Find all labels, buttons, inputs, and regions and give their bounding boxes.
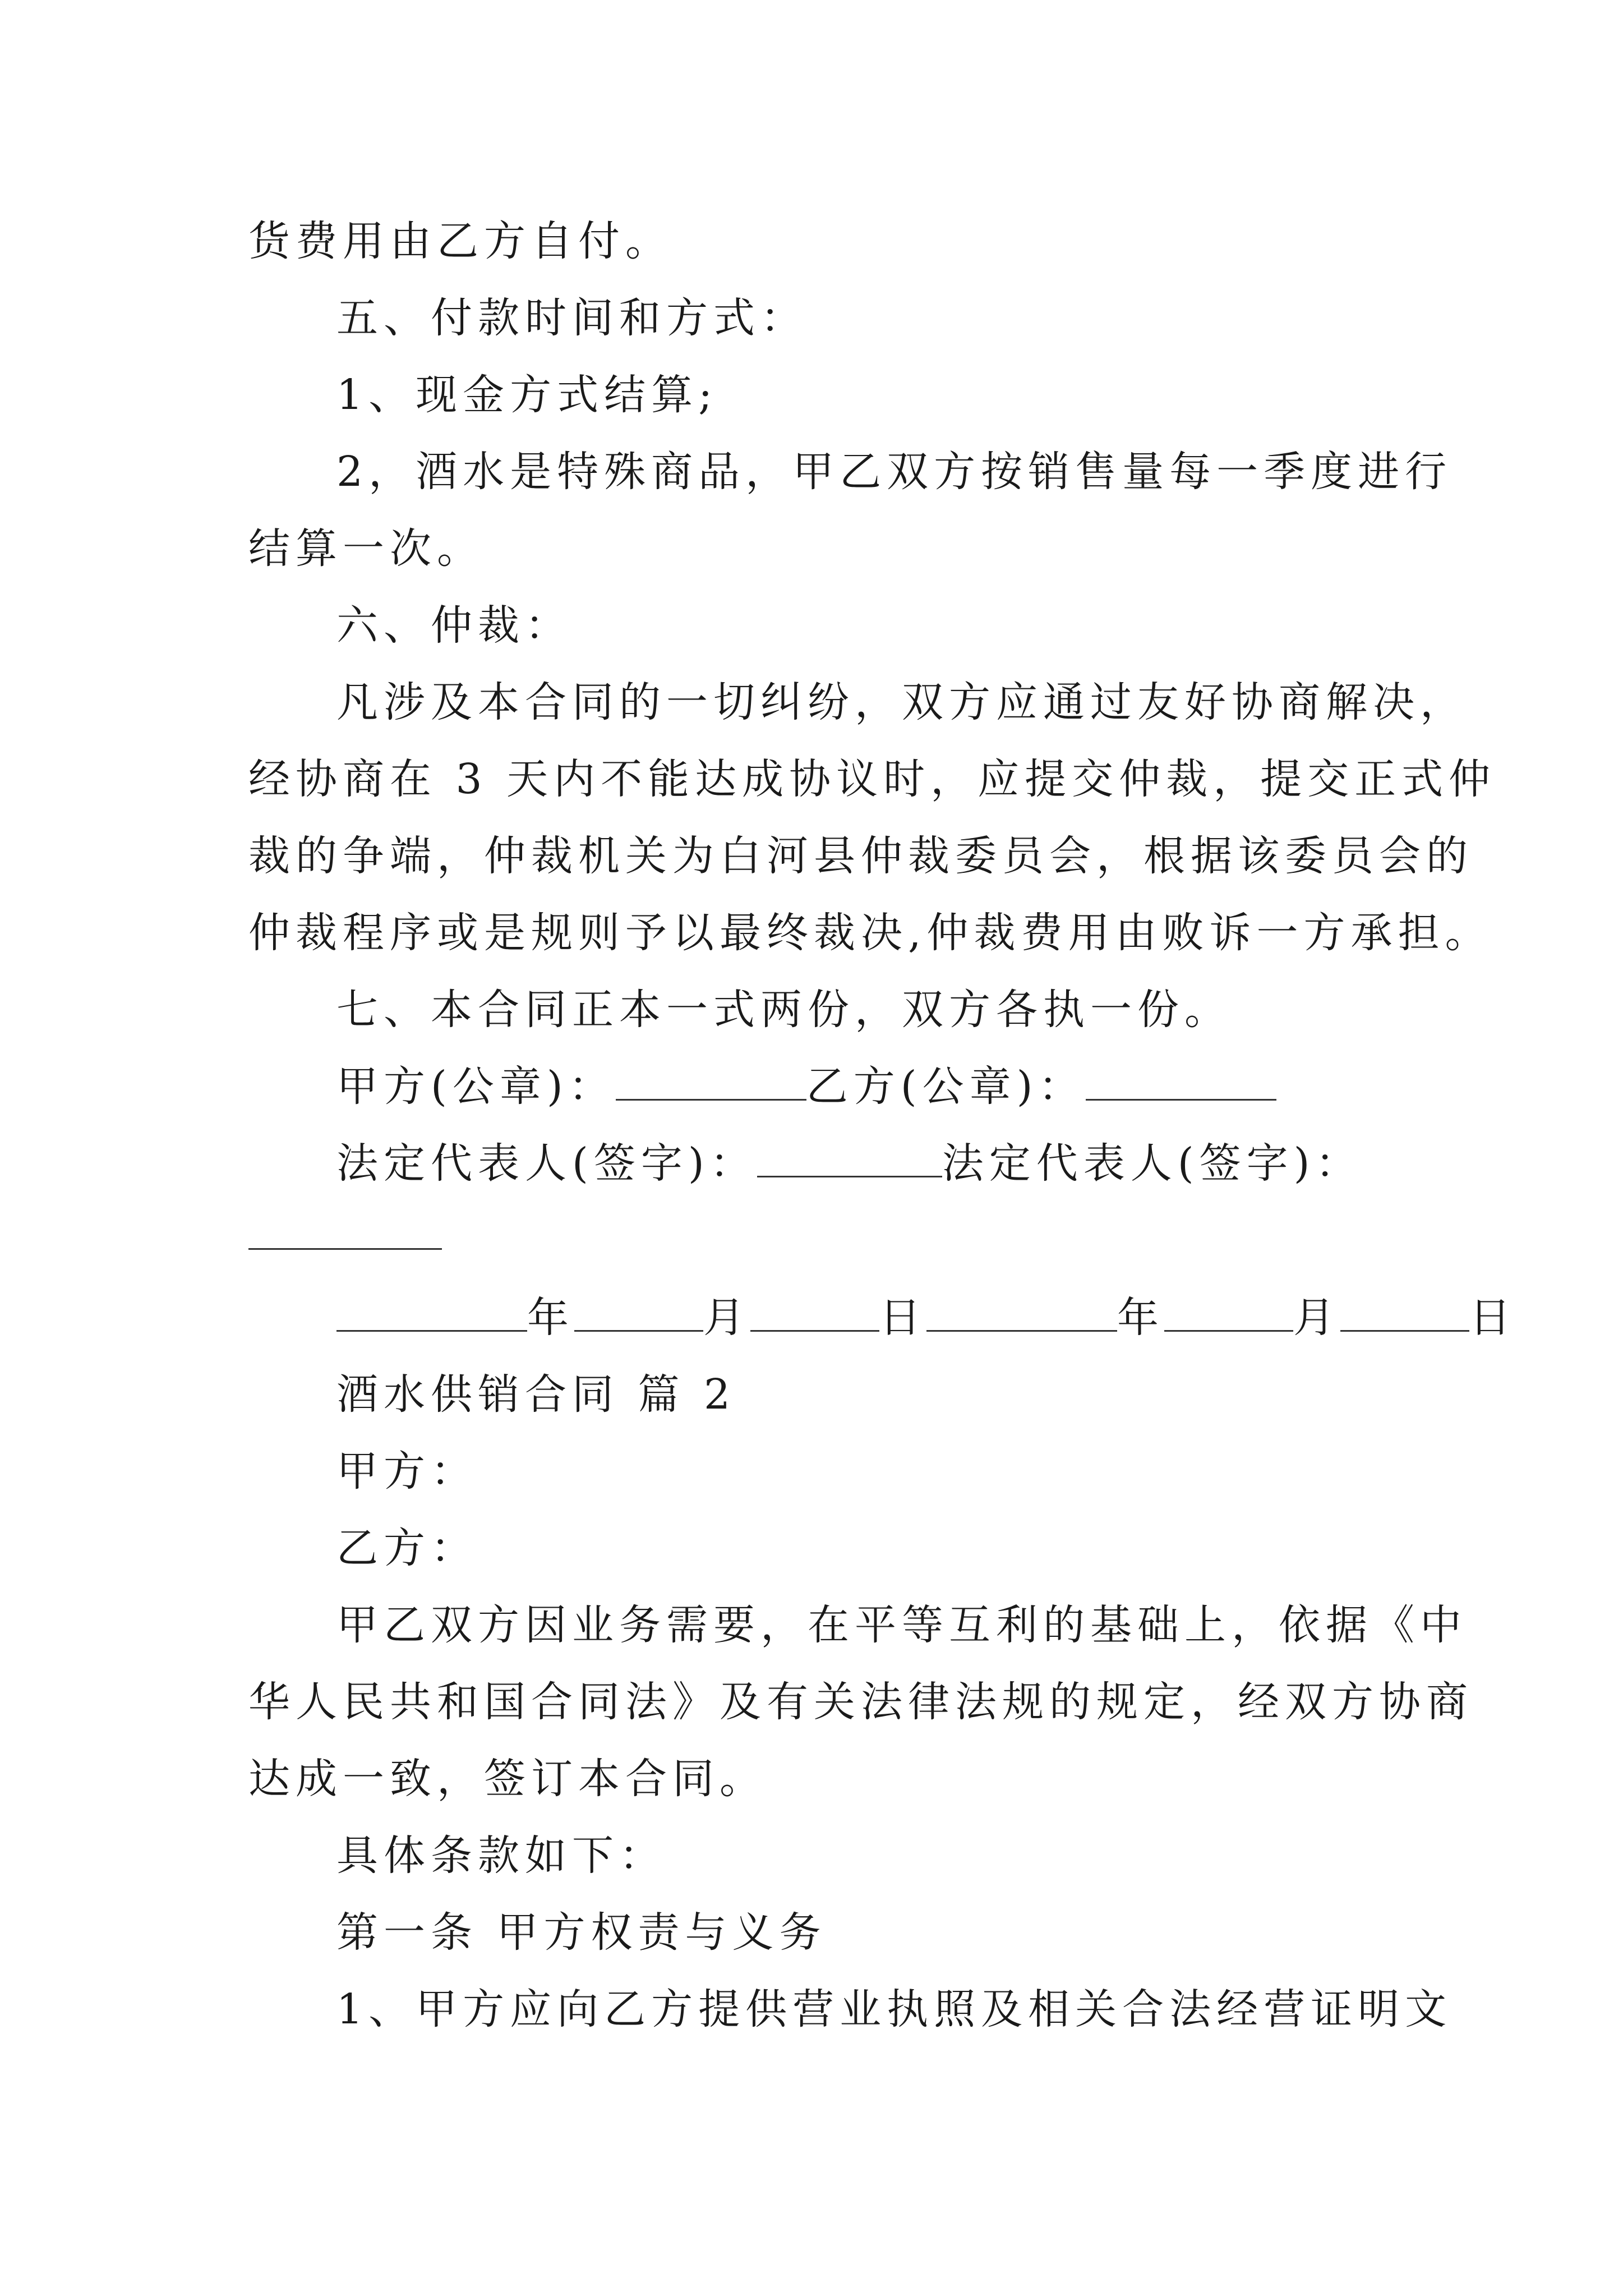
paragraph-line: 凡涉及本合同的一切纠纷，双方应通过友好协商解决， xyxy=(336,678,1467,726)
paragraph-line: 华人民共和国合同法》及有关法律法规的规定，经双方协商 xyxy=(248,1678,1473,1726)
day-blank-a xyxy=(750,1294,879,1332)
party-b-label: 乙方： xyxy=(336,1524,478,1572)
month-blank-a xyxy=(574,1294,703,1332)
section-heading-arbitration: 六、仲裁： xyxy=(336,601,572,650)
section-heading-copies: 七、本合同正本一式两份，双方各执一份。 xyxy=(336,986,1232,1034)
article-heading: 第一条 甲方权责与义务 xyxy=(336,1908,827,1957)
rep-a-label: 法定代表人(签字)： xyxy=(336,1139,757,1188)
seal-signature-row xyxy=(336,1059,1276,1115)
party-b-seal-label: 乙方(公章)： xyxy=(806,1062,1086,1111)
paragraph-line: 货费用由乙方自付。 xyxy=(248,217,672,265)
section-heading-payment: 五、付款时间和方式： xyxy=(336,294,808,342)
month-label: 月 xyxy=(703,1294,750,1342)
party-a-label: 甲方： xyxy=(336,1447,478,1496)
rep-b-label: 法定代表人(签字)： xyxy=(942,1139,1363,1188)
year-label: 年 xyxy=(1117,1294,1164,1342)
month-blank-b xyxy=(1164,1294,1293,1332)
paragraph-line: 经协商在 3 天内不能达成协议时，应提交仲裁，提交正式仲 xyxy=(248,755,1496,803)
rep-b-blank xyxy=(248,1248,442,1250)
rep-a-blank xyxy=(757,1140,942,1177)
day-label: 日 xyxy=(1469,1294,1516,1342)
year-blank-b xyxy=(926,1294,1117,1332)
party-a-seal-label: 甲方(公章)： xyxy=(336,1062,616,1111)
paragraph-line: 甲乙双方因业务需要，在平等互利的基础上，依据《中 xyxy=(336,1601,1467,1649)
paragraph-line: 裁的争端，仲裁机关为白河县仲裁委员会，根据该委员会的 xyxy=(248,832,1473,880)
month-label: 月 xyxy=(1293,1294,1340,1342)
section-title: 酒水供销合同 篇 2 xyxy=(336,1370,736,1419)
day-blank-b xyxy=(1340,1294,1469,1332)
list-item: 2，酒水是特殊商品，甲乙双方按销售量每一季度进行 xyxy=(336,448,1453,496)
list-item: 1、现金方式结算; xyxy=(336,371,718,419)
terms-heading: 具体条款如下： xyxy=(336,1832,666,1880)
year-label: 年 xyxy=(527,1294,574,1342)
paragraph-line: 达成一致，签订本合同。 xyxy=(248,1755,767,1803)
day-label: 日 xyxy=(879,1294,926,1342)
paragraph-line: 结算一次。 xyxy=(248,524,484,573)
party-b-seal-blank xyxy=(1086,1063,1276,1101)
date-row xyxy=(336,1290,1516,1346)
year-blank-a xyxy=(336,1294,527,1332)
paragraph-line: 仲裁程序或是规则予以最终裁决,仲裁费用由败诉一方承担。 xyxy=(248,909,1492,957)
representative-signature-row xyxy=(336,1135,1363,1191)
party-a-seal-blank xyxy=(616,1063,806,1101)
list-item: 1、甲方应向乙方提供营业执照及相关合法经营证明文 xyxy=(336,1985,1453,2033)
